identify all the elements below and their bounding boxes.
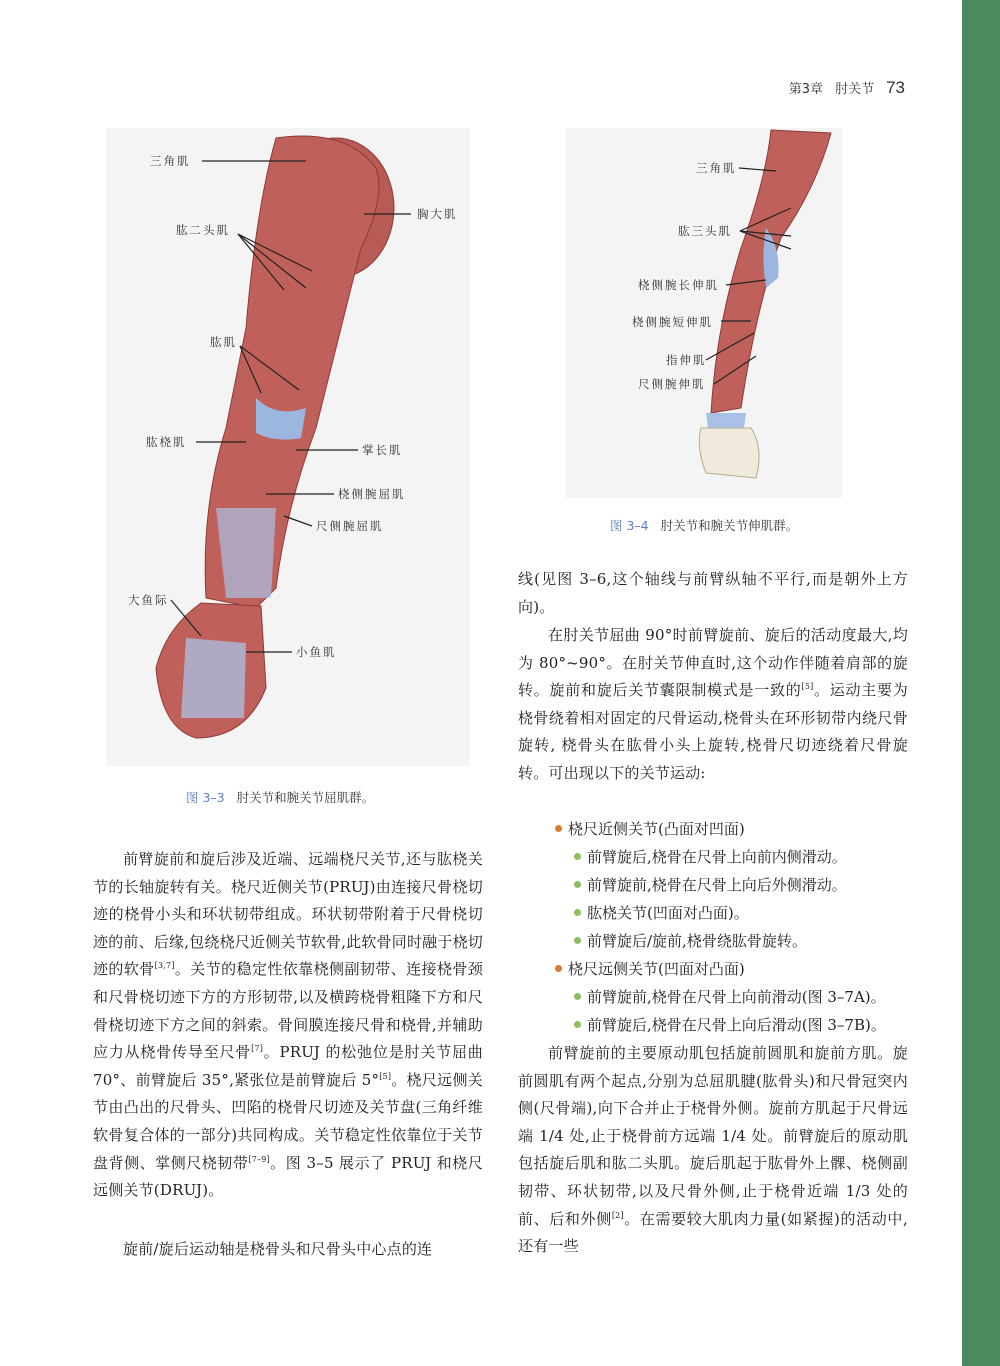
bullet-text: 前臂旋前,桡骨在尺骨上向前滑动(图 3–7A)。: [587, 988, 886, 1006]
text-run: 前臂旋前的主要原动肌包括旋前圆肌和旋前方肌。旋前圆肌有两个起点,分别为总屈肌腱(肱骨头)和尺骨冠突内侧(尺骨端),向下合并止于桡骨外侧。旋前方肌起于尺骨远端 1/4 处,止于桡骨前方远端 1/4 处。前臂旋后的原动肌包括旋后肌和肱二头肌。旋后肌起于肱骨外上髁、桡侧副韧带、环状韧带,以及尺骨外侧,止于桡骨近端 1/3 处的前、后和外侧: [518, 1044, 908, 1228]
bullet-level2: [574, 900, 749, 928]
bullet-level2: [574, 1012, 886, 1040]
citation: [7–9]: [248, 1154, 270, 1164]
caption-number: 图 3–4: [610, 518, 649, 533]
label-pectoralis-major: 胸大肌: [417, 207, 458, 221]
label-ecrl: 桡侧腕长伸肌: [638, 278, 719, 292]
bullet-text: 前臂旋后,桡骨在尺骨上向前内侧滑动。: [587, 848, 847, 866]
section-label: 肘关节: [835, 82, 875, 97]
label-hypothenar: 小鱼肌: [296, 645, 337, 659]
text-run: 。桡尺远侧关节由凸出的尺骨头、凹陷的桡骨尺切迹及关节盘(三角纤维软骨复合体的一部分)共同构成。关节稳定性依靠位于关节盘背侧、掌侧尺桡韧带: [93, 1070, 484, 1172]
bullet-level1: [555, 816, 745, 844]
running-head: [789, 78, 905, 98]
bullet-level1: [555, 956, 745, 984]
chapter-edge-tab: [962, 0, 1000, 1366]
right-paragraph-2: [518, 622, 908, 788]
label-flexor-carpi-ulnaris: 尺侧腕屈肌: [316, 519, 384, 533]
bullet-text: 前臂旋前,桡骨在尺骨上向后外侧滑动。: [587, 876, 847, 894]
label-palmaris-longus: 掌长肌: [362, 443, 403, 457]
bullet-dot-icon: [574, 881, 581, 888]
flexor-arm-illustration: [106, 128, 470, 766]
bullet-dot-icon: [574, 993, 581, 1000]
text-run: 。关节的稳定性依靠桡侧副韧带、连接桡骨颈和尺骨桡切迹下方的方形韧带,以及横跨桡骨粗隆下方和尺骨桡切迹下方之间的斜索。骨间膜连接尺骨和桡骨,并辅助应力从桡骨传导至尺骨: [93, 960, 483, 1062]
bullet-dot-icon: [555, 965, 562, 972]
label-thenar: 大鱼际: [128, 593, 169, 607]
caption-text: 肘关节和腕关节伸肌群。: [660, 518, 799, 533]
figure-3-3: [106, 128, 470, 766]
label-triceps: 肱三头肌: [678, 224, 732, 238]
citation: [5]: [379, 1071, 392, 1081]
bullet-text: 桡尺远侧关节(凹面对凸面): [568, 960, 745, 978]
bullet-dot-icon: [574, 853, 581, 860]
figure-3-3-caption: [186, 788, 374, 806]
label-brachialis: 肱肌: [210, 335, 237, 349]
figure-3-4-caption: [610, 516, 798, 534]
left-paragraph-2: 旋前/旋后运动轴是桡骨头和尺骨头中心点的连: [123, 1240, 433, 1258]
right-paragraph-1: 线(见图 3–6,这个轴线与前臂纵轴不平行,而是朝外上方向)。: [518, 570, 908, 616]
label-flexor-carpi-radialis: 桡侧腕屈肌: [338, 487, 406, 501]
left-paragraph-1: [93, 846, 483, 1205]
bullet-text: 桡尺近侧关节(凸面对凹面): [568, 820, 745, 838]
citation: [5]: [801, 682, 814, 692]
figure-3-4: [566, 128, 842, 498]
label-ecrb: 桡侧腕短伸肌: [632, 315, 713, 329]
text-run: 。在需要较大肌肉力量(如紧握)的活动中,还有一些: [518, 1209, 908, 1256]
caption-text: 肘关节和腕关节屈肌群。: [236, 790, 375, 805]
citation: [7]: [251, 1044, 264, 1054]
page-number: 73: [886, 78, 905, 97]
bullet-dot-icon: [574, 1021, 581, 1028]
bullet-dot-icon: [574, 937, 581, 944]
text-run: 。图 3–5 展示了 PRUJ 和桡尺远侧关节(DRUJ)。: [93, 1153, 483, 1200]
bullet-level2: [574, 872, 847, 900]
text-run: 。运动主要为桡骨绕着相对固定的尺骨运动,桡骨头在环形韧带内绕尺骨旋转, 桡骨头在肱骨小头上旋转,桡骨尺切迹绕着尺骨旋转。可出现以下的关节运动:: [518, 681, 908, 782]
chapter-label: 第3章: [788, 82, 824, 97]
label-brachioradialis: 肱桡肌: [146, 435, 187, 449]
right-paragraph-3: [518, 1040, 908, 1261]
bullet-dot-icon: [555, 825, 562, 832]
text-run: 在肘关节屈曲 90°时前臂旋前、旋后的活动度最大,均为 80°~90°。在肘关节伸直时,这个动作伴随着肩部的旋转。旋前和旋后关节囊限制模式是一致的: [518, 626, 908, 700]
extensor-arm-illustration: [566, 128, 842, 498]
bullet-dot-icon: [574, 909, 581, 916]
citation: [2]: [611, 1210, 624, 1220]
label-ecu: 尺侧腕伸肌: [638, 377, 706, 391]
label-deltoid: 三角肌: [696, 161, 737, 175]
caption-number: 图 3–3: [186, 790, 225, 805]
text-run: 。PRUJ 的松弛位是肘关节屈曲 70°、前臂旋后 35°,紧张位是前臂旋后 5°: [93, 1043, 483, 1089]
bullet-text: 前臂旋后,桡骨在尺骨上向后滑动(图 3–7B)。: [587, 1016, 886, 1034]
text-run: 前臂旋前和旋后涉及近端、远端桡尺关节,还与肱桡关节的长轴旋转有关。桡尺近侧关节(PRUJ)由连接尺骨桡切迹的桡骨小头和环状韧带组成。环状韧带附着于尺骨桡切迹的前、后缘,包绕桡尺近侧关节软骨,此软骨同时融于桡切迹的软骨: [93, 850, 483, 979]
bullet-level2: [574, 844, 847, 872]
label-deltoid: 三角肌: [150, 154, 191, 168]
label-biceps: 肱二头肌: [176, 223, 230, 237]
bullet-text: 前臂旋后/旋前,桡骨绕肱骨旋转。: [587, 932, 807, 950]
bullet-text: 肱桡关节(凹面对凸面)。: [587, 904, 749, 922]
bullet-level2: [574, 984, 886, 1012]
citation: [3,7]: [154, 961, 175, 971]
label-extensor-digitorum: 指伸肌: [666, 353, 707, 367]
bullet-level2: [574, 928, 807, 956]
